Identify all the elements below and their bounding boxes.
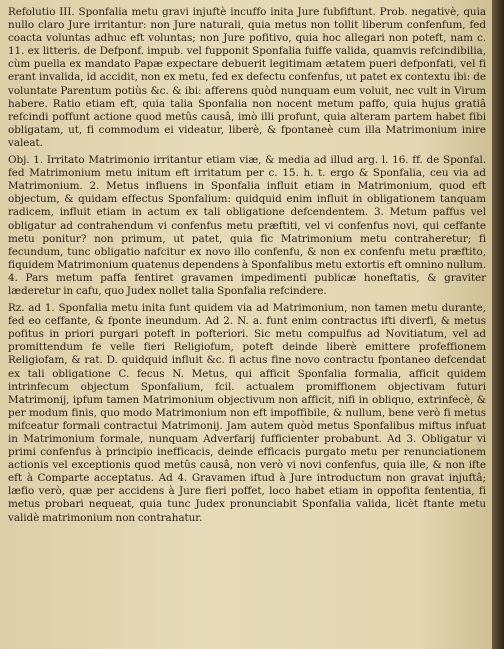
response-paragraph: Rz. ad 1. Sponfalia metu inita funt quidem via ad Matrimonium, non tamen metu durante, fed eo ceffante, & fponte ineundum. Ad 2. N. a. funt enim contractus ifti diverfi, & metus pofitus in priori purgari poteft in pofteriori. Sic metu compulfus ad Novitiatum, vel ad promittendum fe velle fieri Religiofum, poteft deinde liberè emittere profeffionem Religiofam, & rat. D. quidquid influit &c. fi actus fine novo contractu fpontaneo defcendat ex tali obligatione C. fecus N. Metus, qui afficit Sponfalia formalia, afficit quidem intrinfecum objectum Sponfalium, fcil. actualem promiffionem objectivam futuri Matrimonij, ipfum tamen Matrimonium objectivum non afficit, nifi in obliquo, extrinfecè, & per modum finis, quo modo Matrimonium non eft impoffibile, & nullum, bene verò fi metus mifceatur formali contractui Matrimonij. Jam autem quòd metus Sponfalibus miftus infuat in Matrimonium formale, nunquam Adverfarij fufficienter probabunt. Ad 3. Obligatur vi primi confenfus à principio inefficacis, deinde efficacis purgato metu per renunciationem actionis vel exceptionis quod metûs causâ, non verò vi novi confenfus, quia ille, & non ifte eft à Comparte acceptatus. Ad 4. Gravamen iftud à Jure introductum non gravat injuftâ; læfio verò, quæ per accidens à Jure fieri poffet, loco habet etiam in oppofita fententia, fi metus probari nequeat, quia tunc Judex pronunciabit Sponfalia valida, licèt ftante metu validè matrimonium non contrahatur. — [8, 302, 486, 524]
objection-paragraph: Obj. 1. Irritato Matrimonio irritantur etiam viæ, & media ad illud arg. l. 16. ff. de Sponfal. fed Matrimonium metu initum eft irritatum per c. 15. h. t. ergo & Sponfalia, ceu via ad Matrimonium. 2. Metus influens in Sponfalia influit etiam in Matrimonium, quod eft objectum, & quidam effectus Sponfalium: quidquid enim influit in obligationem tanquam radicem, influit etiam in actum ex tali obligatione defcendentem. 3. Metum paffus vel obligatur ad contrahendum vi confenfus metu præftiti, vel vi confenfus novi, qui ceffante metu ponitur? non primum, ut patet, quia fic Matrimonium metu contraheretur; fi fecundum, tunc obligatio nafcitur ex novo illo confenfu, & non ex confenfu metu præftito, fiquidem Matrimonium quatenus dependens à Sponfalibus metu extortis eft omnino nullum. 4. Pars metum paffa fentiret gravamen impedimenti publicæ honeftatis, & graviter læderetur in cafu, quo Judex nollet talia Sponfalia refcindere. — [8, 154, 486, 297]
page-text — [8, 6, 486, 529]
resolutio-paragraph: Refolutio III. Sponfalia metu gravi injuftè incuffo inita Jure fubfiftunt. Prob. negativè, quia nullo claro Jure irritantur: non Jure naturali, quia metus non tollit liberum confenfum, fed coacta voluntas adhuc eft voluntas; non Jure pofitivo, quia hoc allegari non poteft, nam c. 11. ex litteris. de Defponf. impub. vel fupponit Sponfalia fuiffe valida, quamvis refcindibilia, cùm puella ex mandato Papæ expectare debuerit legitimam ætatem pueri defponfati, vel fi erant invalida, id accidit, non ex metu, fed ex defectu confenfus, ut patet ex contextu ibi: de voluntate Parentum potiùs &c. & ibi: afferens quòd nunquam eum voluit, nec vult in Virum habere. Ratio etiam eft, quia talia Sponfalia non nocent metum paffo, quia hujus gratiâ refcindi poffunt actione quod metûs causâ, imò illi profunt, quia alteram partem habet fibi obligatam, ut, fi commodum ei videatur, liberè, & fpontaneè cum illa Matrimonium inire valeat. — [8, 6, 486, 149]
page-edge-shadow — [492, 0, 504, 649]
